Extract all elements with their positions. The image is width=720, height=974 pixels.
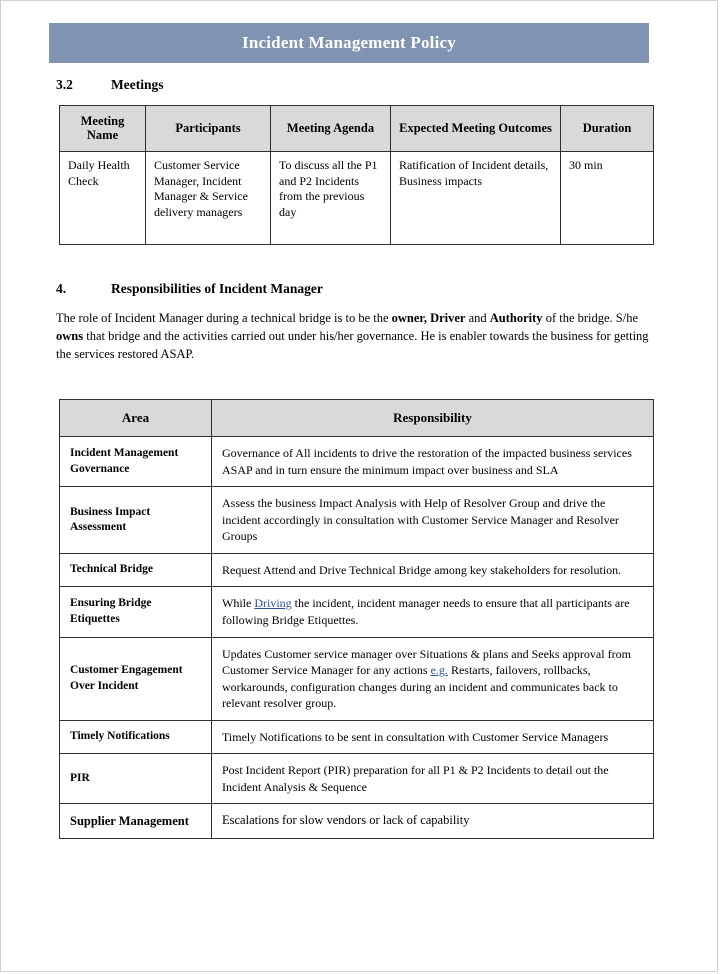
section-number-meetings: 3.2 <box>56 77 73 92</box>
cell-responsibility: Governance of All incidents to drive the restoration of the impacted business services ASAP and in turn ensure the minimum impact over business and SLA <box>212 437 654 487</box>
cell-meeting-name: Daily Health Check <box>60 151 146 244</box>
table-row <box>60 553 654 587</box>
intro-bold-owns: owns <box>56 328 84 343</box>
table-row <box>60 804 654 838</box>
table-row <box>60 637 654 720</box>
table-row <box>60 754 654 804</box>
cell-area: Customer Engagement Over Incident <box>60 637 212 720</box>
intro-bold-authority: Authority <box>489 310 543 325</box>
cell-area: PIR <box>60 754 212 804</box>
column-header-meeting-agenda: Meeting Agenda <box>271 106 391 152</box>
column-header-area: Area <box>60 400 212 437</box>
cell-participants: Customer Service Manager, Incident Manager & Service delivery managers <box>146 151 271 244</box>
table-header-row <box>60 400 654 437</box>
resp-text-pre: While <box>222 596 255 611</box>
table-row <box>60 587 654 637</box>
resp-text-pre: Updates Customer service manager over Situations & plans and Seeks approval from Customer Service Manager for any actions <box>222 646 631 678</box>
meetings-table <box>59 105 654 245</box>
cell-area: Technical Bridge <box>60 553 212 587</box>
section-number-responsibilities: 4. <box>56 280 67 296</box>
cell-area: Supplier Management <box>60 804 212 838</box>
cell-responsibility: Post Incident Report (PIR) preparation for all P1 & P2 Incidents to detail out the Incident Analysis & Sequence <box>212 754 654 804</box>
table-row <box>60 720 654 754</box>
cell-duration: 30 min <box>561 151 654 244</box>
cell-responsibility <box>212 587 654 637</box>
document-content <box>56 77 656 839</box>
cell-responsibility: Timely Notifications to be sent in consultation with Customer Service Managers <box>212 720 654 754</box>
section-heading-meetings <box>56 77 656 93</box>
intro-text-4: that bridge and the activities carried out under his/her governance. He is enabler towards the business for getting the services restored ASAP. <box>56 328 649 361</box>
intro-bold-owner-driver: owner, Driver <box>391 310 466 325</box>
cell-area: Business Impact Assessment <box>60 487 212 554</box>
column-header-meeting-name: Meeting Name <box>60 106 146 152</box>
table-row <box>60 151 654 244</box>
column-header-duration: Duration <box>561 106 654 152</box>
document-banner <box>49 23 649 63</box>
column-header-expected-outcomes: Expected Meeting Outcomes <box>391 106 561 152</box>
intro-text-2: and <box>465 310 490 325</box>
resp-text-post: Restarts, failovers, rollbacks, workarounds, configuration changes during an incident and communicates back to relevant resolver group. <box>222 663 618 711</box>
column-header-responsibility: Responsibility <box>212 400 654 437</box>
table-row <box>60 487 654 554</box>
resp-text-post: the incident, incident manager needs to ensure that all participants are following Bridge Etiquettes. <box>222 596 630 627</box>
responsibilities-intro-paragraph <box>56 309 656 363</box>
cell-responsibility: Escalations for slow vendors or lack of capability <box>212 804 654 838</box>
intro-text-3: of the bridge. S/he <box>542 310 639 325</box>
table-header-row <box>60 106 654 152</box>
column-header-participants: Participants <box>146 106 271 152</box>
table-row <box>60 437 654 487</box>
cell-area: Ensuring Bridge Etiquettes <box>60 587 212 637</box>
responsibilities-table <box>59 399 654 838</box>
driving-link[interactable]: Driving <box>254 596 292 611</box>
section-heading-responsibilities <box>56 281 656 297</box>
cell-responsibility <box>212 637 654 720</box>
cell-area: Timely Notifications <box>60 720 212 754</box>
document-title: Incident Management Policy <box>242 33 456 52</box>
cell-meeting-agenda: To discuss all the P1 and P2 Incidents from the previous day <box>271 151 391 244</box>
intro-text-1: The role of Incident Manager during a technical bridge is to be the <box>56 310 392 325</box>
cell-responsibility: Assess the business Impact Analysis with Help of Resolver Group and drive the incident accordingly in consultation with Customer Service Manager and Resolver Groups <box>212 487 654 554</box>
cell-expected-outcomes: Ratification of Incident details, Business impacts <box>391 151 561 244</box>
eg-link[interactable]: e.g. <box>430 663 448 678</box>
section-title-responsibilities: Responsibilities of Incident Manager <box>111 280 323 296</box>
section-title-meetings: Meetings <box>111 77 164 92</box>
cell-area: Incident Management Governance <box>60 437 212 487</box>
cell-responsibility: Request Attend and Drive Technical Bridge among key stakeholders for resolution. <box>212 553 654 587</box>
